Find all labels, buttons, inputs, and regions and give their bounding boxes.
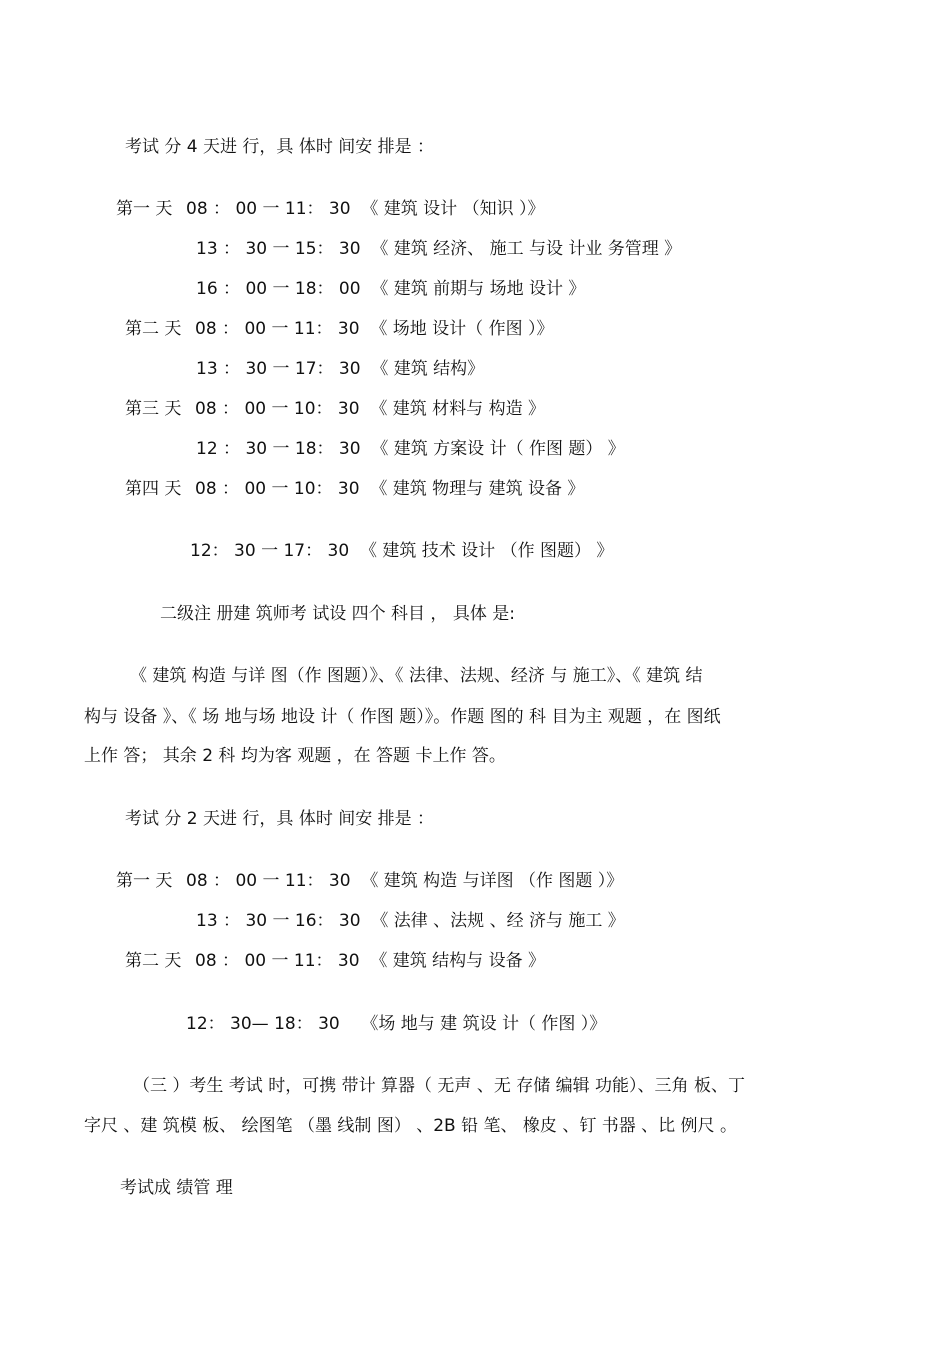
time-range: 13 ： 30 一 16： 30: [196, 911, 361, 931]
time-range: 13 ： 30 一 17： 30: [196, 359, 361, 379]
time-range: 08 ： 00 一 10： 30: [195, 479, 360, 499]
paragraph-line: 构与 设备 》、《 场 地与场 地设 计（ 作图 题）》。作题 图的 科 目为主 观题 ，在 图纸: [84, 707, 721, 727]
time-range: 08 ： 00 一 11： 30: [186, 199, 351, 219]
schedule-intro-1: 考试 分 4 天进 行，具 体时 间安 排是 ：: [125, 137, 435, 157]
subject-name: 《 场地 设计（ 作图 ）》: [370, 319, 554, 339]
day-label: 第二 天: [125, 951, 182, 971]
time-range: 08 ： 00 一 11： 30: [195, 951, 360, 971]
time-range: 12 ： 30 一 18： 30: [196, 439, 361, 459]
subject-name: 《 法律 、法规 、经 济与 施工 》: [371, 911, 625, 931]
subject-name: 《 建筑 经济、 施工 与设 计业 务管理 》: [371, 239, 682, 259]
time-range: 08 ： 00 一 11： 30: [186, 871, 351, 891]
schedule-row: [196, 438, 625, 460]
schedule-row: [196, 910, 625, 932]
day-label: 第二 天: [125, 319, 182, 339]
subject-name: 《 建筑 方案设 计（ 作图 题） 》: [371, 439, 625, 459]
paragraph-line: 字尺 、建 筑模 板、 绘图笔 （墨 线制 图） 、2B 铅 笔、 橡皮 、钉 书器 、比 例尺 。: [84, 1116, 737, 1136]
day-label: 第一 天: [116, 199, 173, 219]
schedule-row: [125, 478, 584, 500]
schedule-row: [196, 278, 585, 300]
time-range: 13 ： 30 一 15： 30: [196, 239, 361, 259]
paragraph-line: 《 建筑 构造 与详 图（作 图题）》、《 法律、法规、经济 与 施工》、《 建筑 结: [130, 666, 703, 686]
time-range: 12： 30 一 17： 30: [190, 541, 350, 561]
day-label: 第一 天: [116, 871, 173, 891]
subject-name: 《 建筑 设计 （知识 ）》: [361, 199, 545, 219]
subject-name: 《场 地与 建 筑设 计（ 作图 ）》: [361, 1014, 607, 1034]
schedule-row: [125, 398, 545, 420]
schedule-row: [196, 238, 681, 260]
subject-name: 《 建筑 结构》: [371, 359, 485, 379]
time-range: 12： 30— 18： 30: [186, 1014, 340, 1034]
day-label: 第四 天: [125, 479, 182, 499]
subject-name: 《 建筑 材料与 构造 》: [370, 399, 545, 419]
schedule-row: [116, 198, 544, 220]
paragraph-line: （三 ）考生 考试 时，可携 带计 算器（ 无声 、无 存储 编辑 功能）、三角 板、丁: [133, 1076, 745, 1096]
subject-name: 《 建筑 物理与 建筑 设备 》: [370, 479, 585, 499]
schedule-row: [116, 870, 623, 892]
section-heading: 考试成 绩管 理: [120, 1178, 233, 1198]
time-range: 08 ： 00 一 11： 30: [195, 319, 360, 339]
schedule-intro-2: 考试 分 2 天进 行，具 体时 间安 排是 ：: [125, 809, 435, 829]
subject-name: 《 建筑 构造 与详图 （作 图题 ）》: [361, 871, 624, 891]
paragraph-line: 上作 答； 其余 2 科 均为客 观题 ，在 答题 卡上作 答。: [84, 746, 506, 766]
schedule-row: [125, 950, 545, 972]
subject-name: 《 建筑 技术 设计 （作 图题） 》: [359, 541, 614, 561]
schedule-row: [186, 1013, 606, 1035]
subject-name: 《 建筑 结构与 设备 》: [370, 951, 545, 971]
time-range: 08 ： 00 一 10： 30: [195, 399, 360, 419]
time-range: 16 ： 00 一 18： 00: [196, 279, 361, 299]
subject-name: 《 建筑 前期与 场地 设计 》: [371, 279, 586, 299]
schedule-row: [125, 318, 553, 340]
schedule-row: [196, 358, 484, 380]
level2-intro: 二级注 册建 筑师考 试设 四个 科目 ， 具体 是:: [160, 604, 515, 624]
schedule-row: [190, 540, 613, 562]
day-label: 第三 天: [125, 399, 182, 419]
